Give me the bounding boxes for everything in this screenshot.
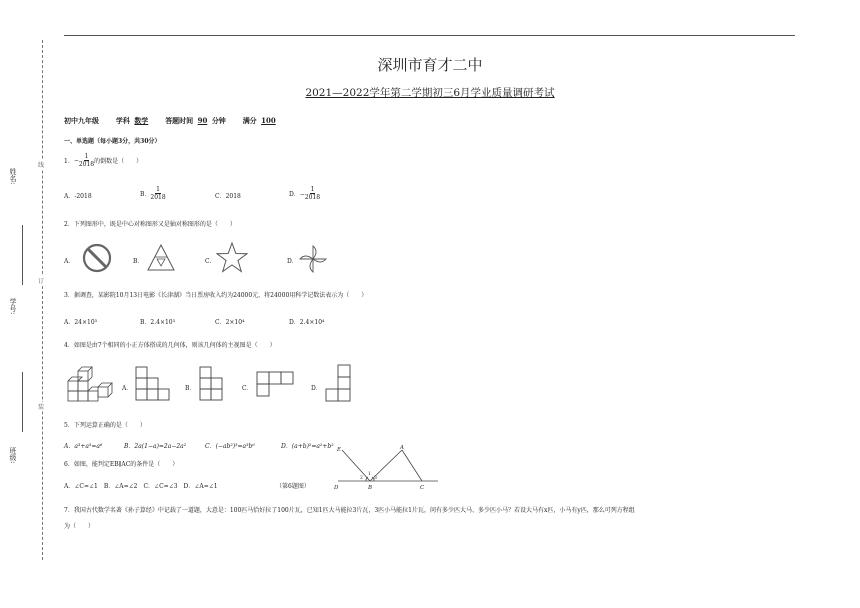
q4-option-b[interactable]: B． bbox=[185, 385, 196, 392]
name-label: 姓名: bbox=[9, 168, 17, 185]
q5-option-c[interactable]: C．(−ab²)³=a³b⁶ bbox=[205, 443, 255, 450]
id-underline bbox=[22, 372, 23, 432]
q2-option-d[interactable]: D． bbox=[287, 258, 298, 265]
q6-figure-caption: （第6题图） bbox=[276, 483, 310, 490]
cube-solid-figure bbox=[66, 363, 112, 405]
question-7-line1: 7．我国古代数学名著《孙子算经》中记载了一道题，大意是：100匹马恰好拉了100片瓦，已知1匹大马能拉3片瓦，3匹小马能拉1片瓦，问有多少匹大马、多少匹小马？若设大马有x匹，小马有y匹，那么可列方程组 bbox=[64, 507, 635, 514]
label-3: 3 bbox=[374, 476, 377, 481]
q1-d-bottom: 2018 bbox=[304, 194, 321, 201]
score-value: 100 bbox=[261, 116, 276, 125]
label-A: A bbox=[400, 445, 404, 451]
q4-view-a bbox=[135, 366, 171, 402]
time-value: 90 bbox=[197, 116, 208, 125]
q1-option-b[interactable] bbox=[140, 186, 166, 201]
q1-number: 1． bbox=[64, 158, 74, 165]
question-1 bbox=[64, 153, 142, 168]
q1-fraction bbox=[79, 153, 94, 168]
q5-option-b[interactable]: B．2a(1−a)=2a−2a² bbox=[124, 443, 187, 450]
q4-view-d bbox=[324, 364, 352, 404]
binding-dashed-line bbox=[42, 40, 43, 560]
q4-option-a[interactable]: A． bbox=[122, 385, 133, 392]
q4-option-c[interactable]: C． bbox=[242, 385, 253, 392]
question-7-line2: 为（ ） bbox=[64, 523, 95, 530]
label-B: B bbox=[368, 485, 373, 491]
q4-view-b bbox=[199, 366, 225, 402]
score-label: 满分 bbox=[242, 116, 257, 125]
q1-b-label: B． bbox=[140, 191, 151, 198]
label-D: D bbox=[334, 485, 339, 491]
q1-option-c[interactable]: C．2018 bbox=[215, 193, 241, 200]
q5-option-d[interactable]: D．(a+b)²=a²+b² bbox=[281, 443, 334, 450]
question-5: 5．下列运算正确的是（ ） bbox=[64, 422, 146, 429]
time-unit: 分钟 bbox=[211, 116, 226, 125]
question-2: 2．下列图形中，既是中心对称图形又是轴对称图形的是（ ） bbox=[64, 221, 236, 228]
question-6: 6．如图，能判定EB∥AC的条件是（ ） bbox=[64, 461, 179, 468]
pinwheel-icon bbox=[298, 244, 328, 274]
q1-option-d[interactable] bbox=[289, 186, 320, 201]
q1-tail: 的倒数是（ ） bbox=[94, 158, 143, 165]
school-name: 深圳市育才二中 bbox=[377, 56, 483, 74]
no-entry-sign-icon bbox=[82, 243, 112, 273]
margin-char-seal: 订 bbox=[38, 278, 45, 285]
exam-info-row bbox=[64, 116, 292, 126]
q4-option-d[interactable]: D． bbox=[311, 385, 322, 392]
q1-fraction-bottom: 2018 bbox=[78, 161, 95, 168]
q2-option-a[interactable]: A． bbox=[64, 258, 75, 265]
question-3: 3．据调查，某影院10月13日电影《长津湖》当日票房收入约为24000元，将24000用科学记数法表示为（ ） bbox=[64, 292, 368, 299]
q6-geometry-figure bbox=[330, 442, 440, 492]
time-label: 答题时间 bbox=[165, 116, 194, 125]
q1-fraction-top: 1 bbox=[84, 153, 89, 160]
q3-option-c[interactable]: C．2×10⁴ bbox=[215, 319, 245, 326]
q1-b-top: 1 bbox=[156, 186, 160, 193]
label-E: E bbox=[337, 447, 342, 453]
star-icon bbox=[216, 242, 248, 273]
q1-d-label: D．− bbox=[289, 191, 305, 198]
q3-option-d[interactable]: D．2.4×10⁴ bbox=[289, 319, 325, 326]
q4-view-c bbox=[256, 370, 298, 398]
margin-char-bind: 装 bbox=[38, 404, 45, 411]
q5-option-a[interactable]: A．a³+a³=a⁶ bbox=[64, 443, 103, 450]
q1-b-fraction bbox=[150, 186, 165, 201]
q1-minus: − bbox=[73, 157, 79, 164]
q2-option-b[interactable]: B． bbox=[133, 258, 144, 265]
exam-title: 2021—2022学年第二学期初三6月学业质量调研考试 bbox=[305, 87, 555, 99]
q3-option-b[interactable]: B．2.4×10³ bbox=[140, 319, 176, 326]
q6-options[interactable]: A．∠C=∠1 B．∠A=∠2 C．∠C=∠3 D．∠A=∠1 bbox=[64, 483, 218, 490]
grade: 初中九年级 bbox=[64, 116, 99, 125]
q1-d-top: 1 bbox=[310, 186, 315, 193]
q1-d-fraction bbox=[305, 186, 320, 201]
class-label: 班级: bbox=[9, 447, 17, 464]
label-2: 2 bbox=[360, 476, 363, 481]
label-C: C bbox=[420, 485, 425, 491]
id-label: 学号: bbox=[9, 298, 17, 315]
subject-value: 数学 bbox=[134, 116, 149, 125]
q2-option-c[interactable]: C． bbox=[205, 258, 216, 265]
section-title: 一、单选题（每小题3分，共30分） bbox=[64, 138, 161, 145]
subject-label: 学科 bbox=[115, 116, 130, 125]
q1-b-bottom: 2018 bbox=[150, 194, 166, 201]
margin-char-line: 线 bbox=[38, 162, 45, 169]
name-underline bbox=[22, 225, 23, 285]
triangle-in-triangle-icon bbox=[146, 243, 176, 272]
q3-option-a[interactable]: A．24×10³ bbox=[64, 319, 98, 326]
header-rule bbox=[64, 35, 795, 36]
label-1: 1 bbox=[368, 472, 371, 477]
q1-option-a[interactable]: A．-2018 bbox=[64, 193, 92, 200]
question-4: 4．如图是由7个相同的小正方体搭成的几何体，则该几何体的主视图是（ ） bbox=[64, 342, 276, 349]
